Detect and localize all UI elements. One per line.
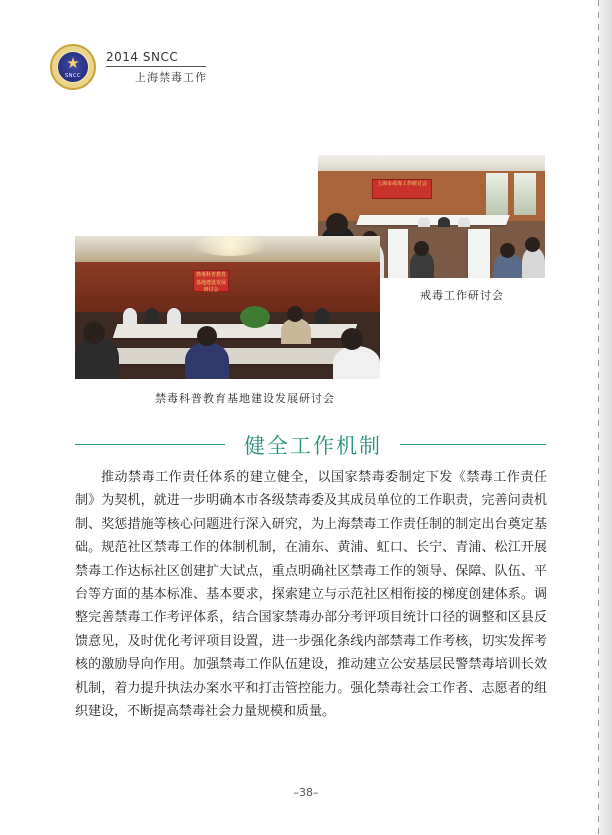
photo-education-seminar: [75, 236, 380, 379]
header-year: 2014 SNCC: [106, 50, 179, 64]
ceiling: [318, 155, 545, 171]
meeting-banner: 上海市戒毒工作研讨会: [372, 179, 432, 199]
logo-emblem: [57, 51, 89, 83]
heading-rule-left: [75, 444, 225, 445]
attendee-head: [83, 322, 105, 344]
heading-rule-right: [400, 444, 546, 445]
conference-table: [356, 215, 510, 225]
page-number: –38–: [293, 786, 319, 799]
window: [514, 173, 536, 215]
meeting-banner: 禁毒科普教育基地建设发展研讨会: [193, 270, 229, 292]
header-subtitle: 上海禁毒工作: [135, 71, 207, 84]
attendee: [167, 308, 181, 324]
attendee: [123, 308, 137, 324]
body-paragraph: 推动禁毒工作责任体系的建立健全，以国家禁毒委制定下发《禁毒工作责任制》为契机，就进一步明确本市各级禁毒委及其成员单位的工作职责，完善问责机制、奖惩措施等核心问题进行深入研究，为上海禁毒工作责任制的制定出台奠定基础。规范社区禁毒工作的体制机制，在浦东、黄浦、虹口、长宁、青浦、松江开展禁毒工作达标社区创建扩大试点，重点明确社区禁毒工作的领导、保障、队伍、平台等方面的基本标准、基本要求，探索建立与示范社区相衔接的梯度创建体系。调整完善禁毒工作考评体系，结合国家禁毒办部分考评项目统计口径的调整和区县反馈意见，及时优化考评项目设置，进一步强化条线内部禁毒工作考核，切实发挥考核的激励导向作用。加强禁毒工作队伍建设，推动建立公安基层民警禁毒培训长效机制，着力提升执法办案水平和打击管控能力。强化禁毒社会工作者、志愿者的组织建设，不断提高禁毒社会力量规模和质量。: [75, 470, 547, 720]
section-title: 健全工作机制: [244, 434, 382, 458]
attendee-head: [500, 243, 515, 258]
logo-text: SNCC: [65, 73, 81, 79]
attendee: [438, 217, 450, 227]
attendee-head: [525, 237, 540, 252]
conference-table: [388, 229, 408, 278]
attendee-head: [414, 241, 429, 256]
sncc-logo: [50, 44, 96, 90]
attendee-head: [197, 326, 217, 346]
star-icon: ★: [66, 54, 80, 72]
attendee: [145, 308, 159, 324]
window: [486, 173, 508, 215]
plant-decoration: [240, 306, 270, 328]
attendee: [418, 217, 430, 227]
attendee: [185, 342, 229, 379]
page-edge: [598, 0, 612, 835]
conference-table: [468, 229, 490, 278]
attendee-head: [341, 328, 363, 350]
photo-caption: 戒毒工作研讨会: [420, 289, 504, 302]
header-divider: [106, 66, 206, 67]
attendee: [315, 308, 329, 324]
conference-table: [113, 324, 358, 338]
attendee-head: [326, 213, 348, 235]
attendee-head: [287, 306, 303, 322]
photo-caption: 禁毒科普教育基地建设发展研讨会: [155, 392, 335, 405]
attendee: [333, 346, 380, 379]
attendee: [458, 217, 470, 227]
